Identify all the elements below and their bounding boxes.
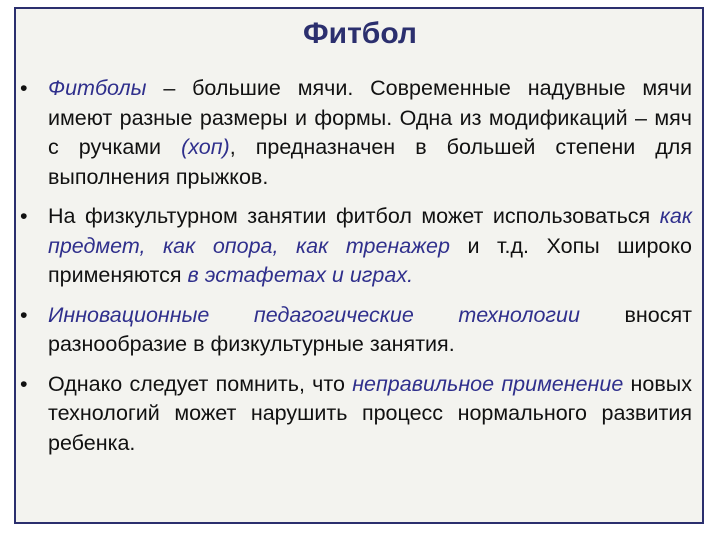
bullet-item	[20, 74, 692, 192]
bullet-marker: •	[20, 302, 28, 327]
emphasis-text: неправильное применение	[352, 371, 624, 396]
plain-text: На физкультурном занятии фитбол может использоваться	[48, 204, 660, 228]
bullet-marker: •	[20, 371, 28, 396]
bullet-marker: •	[20, 76, 28, 100]
plain-text: Однако следует помнить, что	[48, 371, 353, 396]
bullet-list	[20, 74, 692, 468]
bullet-text	[48, 74, 692, 192]
plain-text: новых технологий может нарушить процесс нормального развития ребенка.	[48, 371, 693, 455]
emphasis-text: в эстафетах и играх.	[187, 263, 414, 287]
plain-text: , предназначен в большей степени для выполнения прыжков.	[48, 135, 692, 189]
plain-text: и т.д. Хопы широко применяются	[48, 233, 692, 287]
plain-text: вносят разнообразие в физкультурные занятия.	[48, 302, 692, 356]
emphasis-text: как предмет, как опора, как тренажер	[48, 204, 692, 258]
emphasis-text: Инновационные педагогические технологии	[48, 302, 580, 327]
bullet-text	[48, 301, 692, 360]
emphasis-text: Фитболы	[48, 76, 147, 100]
bullet-item	[20, 370, 692, 459]
bullet-text	[48, 370, 692, 459]
bullet-text	[48, 202, 692, 291]
plain-text: – большие мячи. Современные надувные мячи имеют разные размеры и формы. Одна из модификаций – мяч с ручками	[48, 76, 692, 159]
slide-title: Фитбол	[303, 17, 417, 50]
bullet-marker: •	[20, 204, 28, 228]
emphasis-text: (хоп)	[181, 135, 230, 159]
bullet-item	[20, 301, 692, 360]
bullet-item	[20, 202, 692, 291]
